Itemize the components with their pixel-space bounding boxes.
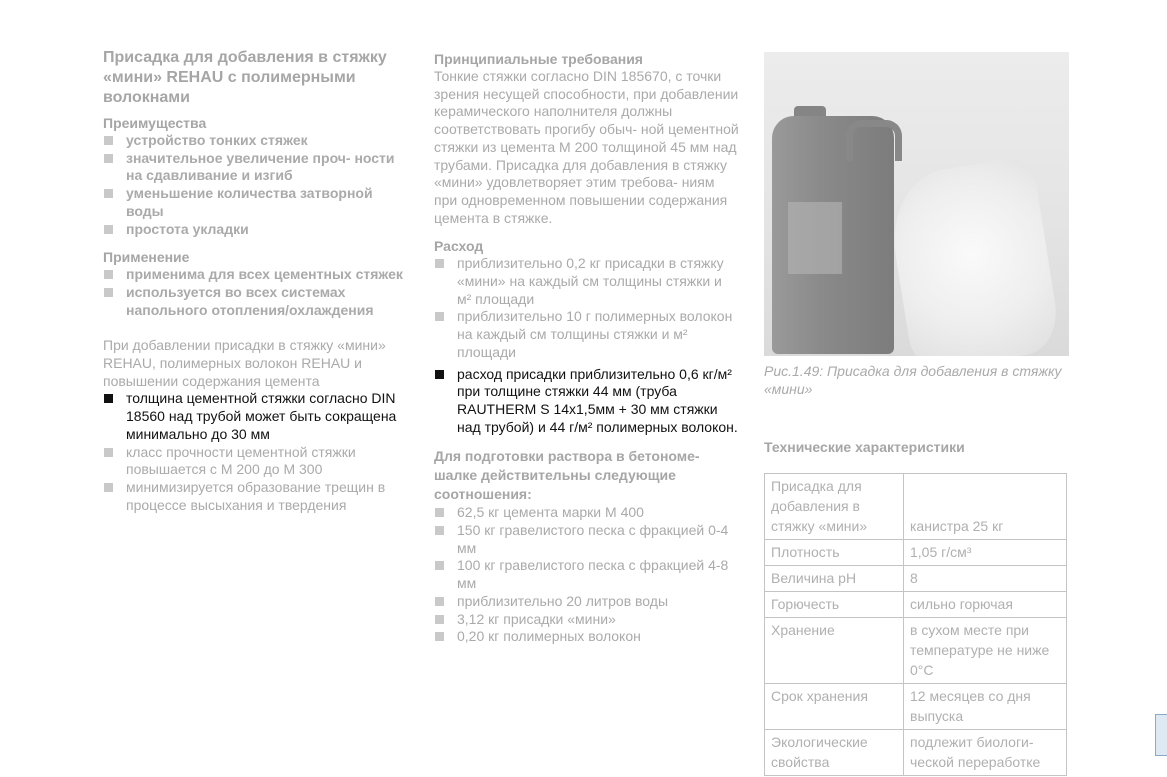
table-row [765,566,1067,592]
spec-key: Присадка для добавления в стяжку «мини» [765,474,904,540]
list-item: расход присадки приблизительно 0,6 кг/м² при толщине стяжки 44 мм (труба RAUTHERM S 14x1,5мм + 30 мм стяжки над трубой) и 44 г/м² полимерных волокон. [434,366,739,437]
list-item: класс прочности цементной стяжки повышается с М 200 до М 300 [103,444,413,479]
list-item: приблизительно 10 г полимерных волокон на каждый см толщины стяжки и м² площади [434,308,739,361]
spec-value: подлежит биологи- ческой переработке [904,730,1067,776]
requirements-text: Тонкие стяжки согласно DIN 185670, с точки зрения несущей способности, при добавлении керамического наполнителя должны соответствовать прогибу обыч- ной цементной стяжки из цемента М 200 толщиной 45 мм над трубами. Присадка для добавления в стяжку «мини» удовлетворяет этим требова- ниям при одновременном повышении содержания цемента в стяжке. [434,68,739,226]
page-edge-widget [1155,714,1167,756]
mix-heading: Для подготовки раствора в бетономе- шалке действительны следующие соотношения: [434,448,700,503]
consumption-heading: Расход [434,238,484,255]
list-item: применима для всех цементных стяжек [103,266,413,284]
table-row [765,540,1067,566]
spec-key: Экологические свойства [765,730,904,776]
intro-paragraph: При добавлении присадки в стяжку «мини» REHAU, полимерных волокон REHAU и повышении содержания цемента [103,337,386,389]
spec-value: 8 [904,566,1067,592]
middle-column [434,48,739,646]
left-column [103,48,413,514]
requirements-heading: Принципиальные требования [434,51,643,67]
canister-handle [846,120,902,161]
spec-key: Срок хранения [765,684,904,730]
tech-heading: Технические характеристики [764,439,965,455]
spec-key: Величина pH [765,566,904,592]
canister-label [788,202,842,274]
list-item: устройство тонких стяжек [103,132,413,150]
list-item: 150 кг гравелистого песка с фракцией 0-4 мм [434,522,739,557]
list-item: 0,20 кг полимерных волокон [434,628,739,646]
spec-value: 12 месяцев со дня выпуска [904,684,1067,730]
spec-value: 1,05 г/см³ [904,540,1067,566]
list-item: простота укладки [103,221,413,239]
product-photo [764,52,1069,356]
list-item: приблизительно 20 литров воды [434,593,739,611]
product-title: Присадка для добавления в стяжку «мини» REHAU с полимерными волокнами [103,49,387,106]
spec-key: Хранение [765,618,904,684]
list-item: минимизируется образование трещин в процессе высыхания и твердения [103,479,413,514]
spec-key: Горючесть [765,592,904,618]
table-row [765,730,1067,776]
mix-list [434,504,739,646]
fiber-bag-image [884,155,1063,356]
table-row [765,618,1067,684]
consumption-list [434,255,739,436]
list-item: приблизительно 0,2 кг присадки в стяжку «мини» на каждый см толщины стяжки и м² площади [434,255,739,308]
list-item: используется во всех системах напольного отопления/охлаждения [103,284,413,319]
figure-caption: Рис.1.49: Присадка для добавления в стяжку «мини» [764,363,1062,397]
advantages-heading: Преимущества [103,115,207,131]
table-row [765,684,1067,730]
specs-table [764,473,1067,776]
table-row [765,592,1067,618]
list-item: значительное увеличение проч- ности на сдавливание и изгиб [103,150,413,185]
list-item: 62,5 кг цемента марки М 400 [434,504,739,522]
spec-value: сильно горючая [904,592,1067,618]
right-column [764,48,1070,776]
effects-list [103,390,413,514]
spec-value: в сухом месте при температуре не ниже 0°С [904,618,1067,684]
application-heading: Применение [103,249,190,266]
advantages-list [103,132,413,238]
list-item: 3,12 кг присадки «мини» [434,611,739,629]
list-item: толщина цементной стяжки согласно DIN 18560 над трубой может быть сокращена минимально до 30 мм [103,390,413,443]
table-row [765,474,1067,540]
list-item: уменьшение количества затворной воды [103,185,413,220]
spec-key: Плотность [765,540,904,566]
spec-value: канистра 25 кг [904,474,1067,540]
application-list [103,266,413,319]
list-item: 100 кг гравелистого песка с фракцией 4-8 мм [434,557,739,592]
